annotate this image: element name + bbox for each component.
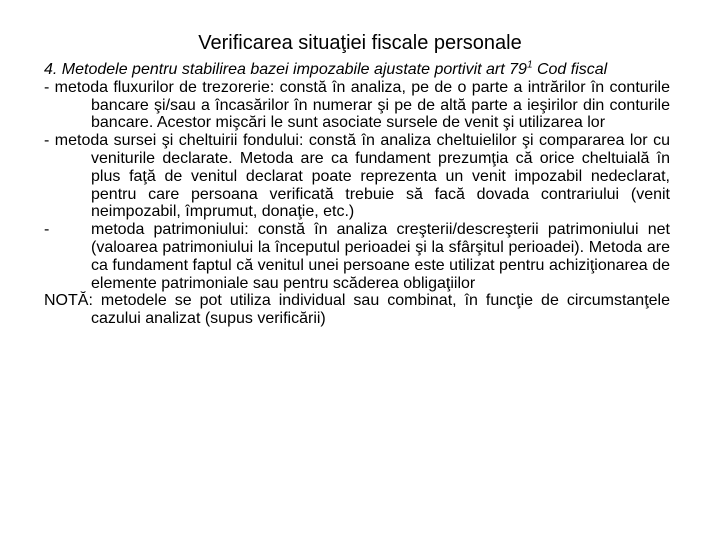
note-paragraph <box>44 292 670 328</box>
list-item-marker: - <box>44 78 50 96</box>
list-item-marker: - <box>44 132 50 150</box>
list-item-text: metoda fluxurilor de trezorerie: constă în analiza, pe de o parte a intrărilor în conturile bancare şi/sau a încasărilor în numerar şi pe de altă parte a ieşirilor din conturile bancare. Acestor mişcări le sunt asociate sursele de venit şi utilizarea lor <box>54 78 670 132</box>
intro-text: 4. Metodele pentru stabilirea bazei impozabile ajustate portivit art 79 <box>44 61 527 78</box>
list-item <box>44 221 670 292</box>
intro-paragraph <box>44 61 670 79</box>
list-item-text: metoda sursei şi cheltuirii fondului: constă în analiza cheltuielilor şi compararea lor cu veniturile declarate. Metoda are ca fundament prezumţia că orice cheltuială în plus faţă de venitul declarat poate reprezenta un venit impozabil nedeclarat, pentru care persoana verificată trebuie să facă dovada contrariului (venit neimpozabil, împrumut, donaţie, etc.) <box>54 132 670 221</box>
note-label: NOTĂ: <box>44 292 93 310</box>
note-text: metodele se pot utiliza individual sau combinat, în funcţie de circumstanţele cazului analizat (supus verificării) <box>91 292 670 328</box>
slide-title: Verificarea situaţiei fiscale personale <box>198 32 522 54</box>
list-item <box>44 132 670 221</box>
intro-superscript: 1 <box>526 59 533 71</box>
list-item-text: metoda patrimoniului: constă în analiza creşterii/descreşterii patrimoniului net (valoarea patrimoniului la începutul perioadei şi la sfârşitul perioadei). Metoda are ca fundament faptul că venitul unei persoane este utilizat pentru achiziţionarea de elemente patrimoniale sau pentru scăderea obligaţiilor <box>91 221 670 292</box>
slide-body <box>44 61 670 328</box>
list-item-marker: - <box>44 221 50 239</box>
list-item <box>44 79 670 132</box>
intro-continuation: Cod fiscal <box>536 61 608 78</box>
